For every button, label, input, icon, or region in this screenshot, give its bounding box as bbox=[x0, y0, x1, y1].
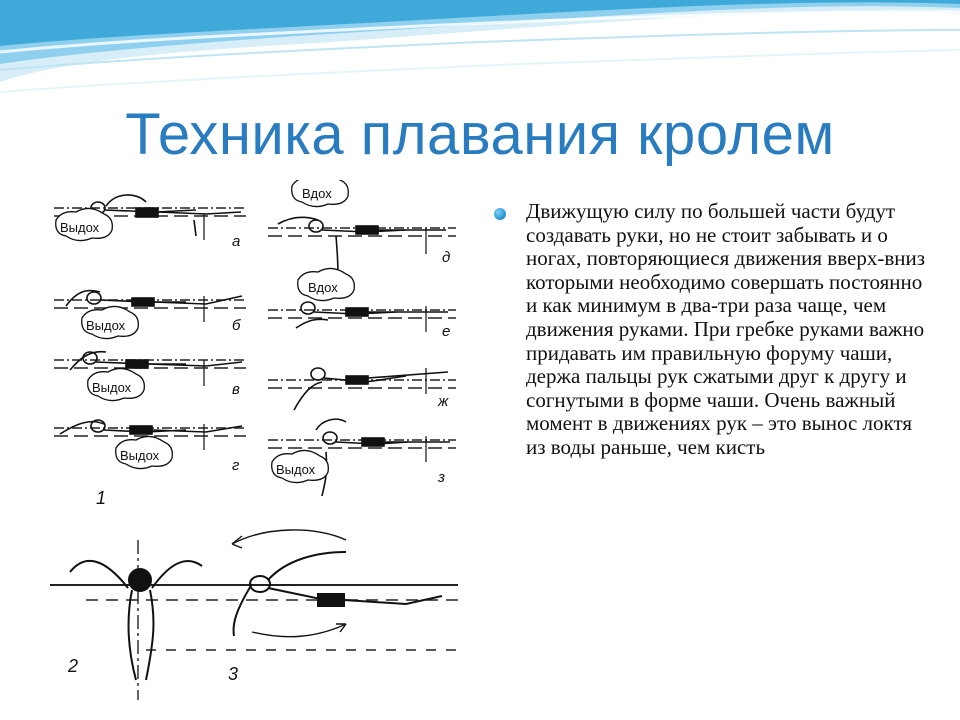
exhale-label-g: Выдох bbox=[120, 448, 160, 463]
phase-label-zh: ж bbox=[438, 393, 449, 410]
phase-label-z: з bbox=[438, 469, 445, 486]
exhale-label-z: Выдох bbox=[276, 462, 316, 477]
swimming-technique-illustration bbox=[46, 180, 466, 710]
exhale-label-v: Выдох bbox=[92, 380, 132, 395]
bullet-text: Движущую силу по большей части будут создавать руки, но не стоит забывать и о ногах, повторяющиеся движения вверх-вниз которыми необходимо совершать постоянно и как минимум в два-три раза чаще, чем движения руками. При гребке руками важно придавать им правильную форуму чаши, держа пальцы рук сжатыми друг к другу и согнутыми в форме чаши. Очень важный момент в движениях рук – это вынос локтя из воды раньше, чем кисть bbox=[526, 199, 926, 459]
phase-label-v: в bbox=[232, 381, 240, 398]
exhale-label-b: Выдох bbox=[86, 318, 126, 333]
inhale-label-e: Вдох bbox=[308, 280, 338, 295]
exhale-label-a: Выдох bbox=[60, 220, 100, 235]
bullet-list bbox=[494, 200, 934, 460]
group-label-2: 2 bbox=[68, 656, 79, 676]
phase-label-d: д bbox=[442, 249, 451, 266]
group-label-1: 1 bbox=[96, 488, 107, 508]
inhale-label-d: Вдох bbox=[302, 186, 332, 201]
slide-title: Техника плавания кролем bbox=[125, 102, 835, 167]
phase-label-g: г bbox=[232, 457, 240, 474]
group-label-3: 3 bbox=[228, 664, 239, 684]
phase-label-a: а bbox=[232, 233, 241, 250]
bullet-icon bbox=[494, 208, 506, 220]
wave-decoration bbox=[0, 0, 960, 110]
phase-label-e: е bbox=[442, 323, 451, 340]
phase-label-b: б bbox=[232, 317, 241, 334]
